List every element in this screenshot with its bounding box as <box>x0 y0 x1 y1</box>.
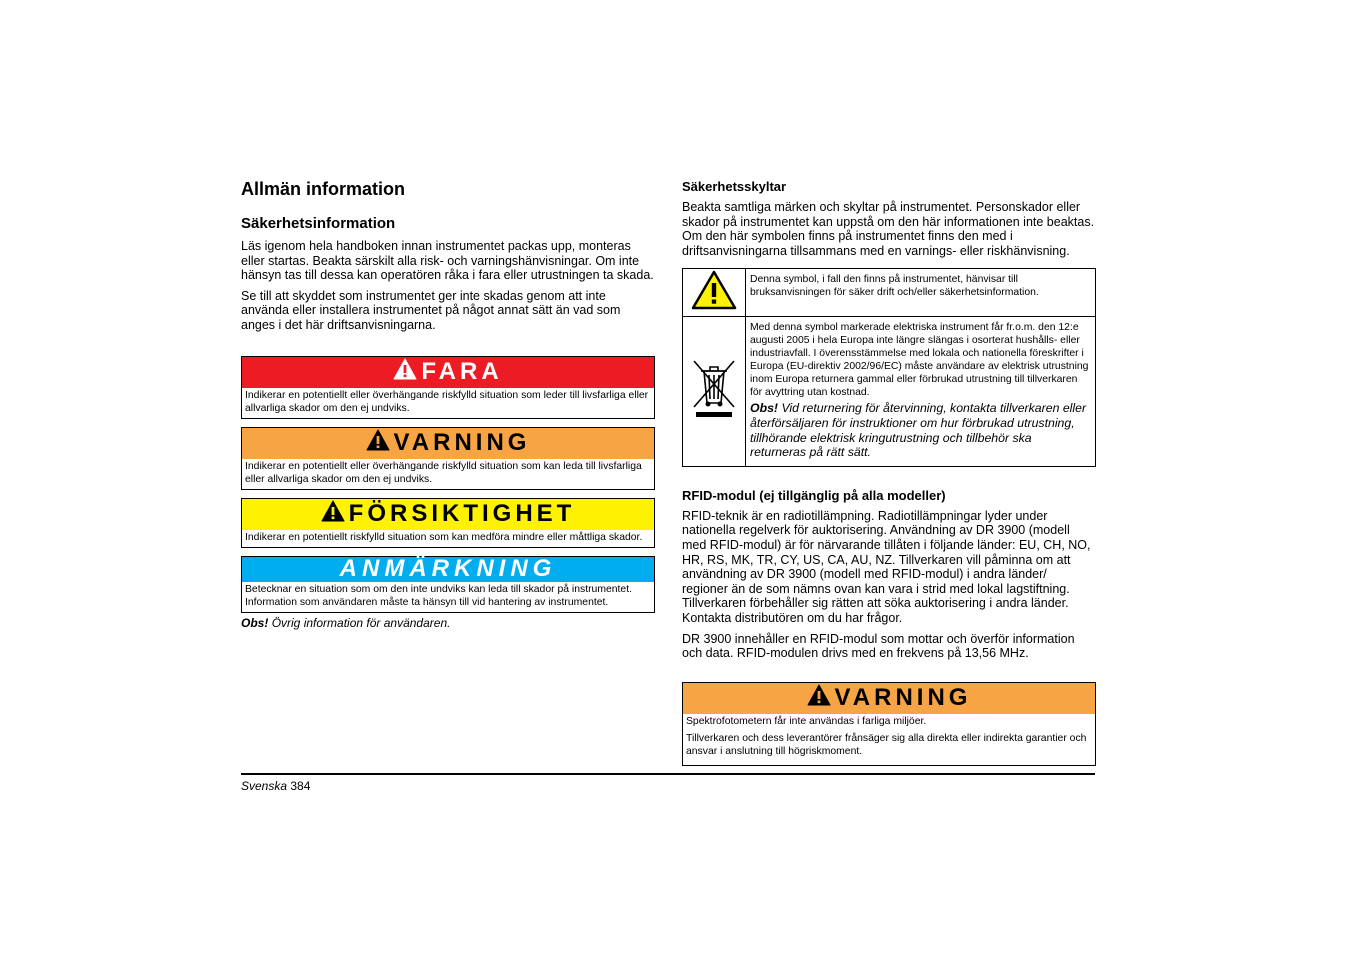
signs-paragraph: Beakta samtliga märken och skyltar på instrumentet. Personskador eller skador på instrumentet kan uppstå om den här informationen inte beaktas. Om den här symbolen finns på instrumentet finns den med i driftsanvisningarna tillsammans med en varnings- eller riskhänvisning. <box>682 200 1095 258</box>
hazard-header-rfid-warning <box>683 683 1095 714</box>
page-title: Allmän information <box>241 179 406 199</box>
rfid-warning-line-2: Tillverkaren och dess leverantörer frånsäger sig alla direkta eller indirekta garantier och ansvar i anslutning till högriskmoment. <box>686 732 1087 757</box>
hazard-label-notice: ANMÄRKNING <box>339 555 557 583</box>
hazard-box-notice <box>241 556 655 613</box>
section-title-safety: Säkerhetsinformation <box>241 215 396 232</box>
hazard-label-rfid-warning: VARNING <box>834 684 972 712</box>
warning-triangle-icon <box>321 500 345 529</box>
table-row <box>683 317 1096 466</box>
left-column <box>241 178 655 630</box>
note-text: Övrig information för användaren. <box>271 615 451 630</box>
hazard-header-danger <box>242 357 654 388</box>
warning-triangle-icon <box>393 358 417 387</box>
note <box>241 616 655 630</box>
hazard-label-warning: VARNING <box>393 429 531 457</box>
hazard-label-caution: FÖRSIKTIGHET <box>348 500 576 528</box>
hazard-header-notice <box>242 557 654 582</box>
symbols-table <box>682 268 1096 466</box>
warning-triangle-icon <box>807 684 831 713</box>
hazard-text-caution: Indikerar en potentiellt riskfylld situation som kan medföra mindre eller måttliga skador. <box>245 531 643 543</box>
hazard-box-danger <box>241 356 655 419</box>
note-label: Obs! <box>241 615 269 630</box>
hazard-text-warning: Indikerar en potentiellt eller överhängande riskfylld situation som kan leda till livsfarliga eller allvarliga skador om den ej undviks. <box>245 460 642 485</box>
table-row <box>683 269 1096 317</box>
disposal-note-label: Obs! <box>750 401 779 416</box>
warning-triangle-icon <box>683 269 746 317</box>
symbol-text-disposal <box>746 317 1096 466</box>
symbol-text-warning: Denna symbol, i fall den finns på instrumentet, hänvisar till bruksanvisningen för säker drift och/eller säkerhetsinformation. <box>746 269 1096 317</box>
footer-page-number: 384 <box>290 779 311 793</box>
section-title-rfid: RFID-modul (ej tillgänglig på alla modeller) <box>682 487 946 503</box>
hazard-header-caution <box>242 499 654 530</box>
warning-triangle-icon <box>366 429 390 458</box>
hazard-text-rfid-warning <box>683 714 1095 765</box>
safety-paragraph-2: Se till att skyddet som instrumentet ger inte skadas genom att inte använda eller installera instrumentet på något annat sätt än vad som anges i det här driftsanvisningarna. <box>241 288 621 332</box>
crossed-bin-icon <box>683 317 746 466</box>
rfid-paragraph-2: DR 3900 innehåller en RFID-modul som mottar och överför information och data. RFID-modulen drivs med en frekvens på 13,56 MHz. <box>682 631 1075 661</box>
hazard-box-warning <box>241 427 655 490</box>
footer-divider <box>241 773 1095 775</box>
hazard-text-notice: Betecknar en situation som om den inte undviks kan leda till skador på instrumentet. Information som användaren måste ta hänsyn till vid hantering av instrumentet. <box>245 583 632 608</box>
disposal-note <box>750 401 1091 459</box>
disposal-text: Med denna symbol markerade elektriska instrument får fr.o.m. den 12:e augusti 2005 i hela Europa inte längre slängas i osorterat hushålls- eller industriavfall. I överensstämmelse med lokala och nationella föreskrifter i Europa (EU-direktiv 2002/96/EC) måste användare av elektrisk utrustning inom Europa returnera gammal eller förbrukad utrustning till tillverkaren för avyttring utan kostnad. <box>750 322 1089 399</box>
hazard-box-caution <box>241 498 655 548</box>
footer-language: Svenska <box>241 779 288 793</box>
rfid-paragraph-1: RFID-teknik är en radiotillämpning. Radiotillämpningar lyder under nationella regelverk för auktorisering. Användning av DR 3900 (modell med RFID-modul) är för närvarande tillåten i följande länder: EU, CH, NO, HR, RS, MK, TR, CY, US, CA, AU, NZ. Tillverkaren vill påminna om att användning av DR 3900 (modell med RFID-modul) i andra länder/ regioner än de som nämns ovan kan vara i strid med lokal lagstiftning. Tillverkaren förbehåller sig rätten att söka auktorisering i andra länder. Kontakta distributören om du har frågor. <box>682 508 1091 625</box>
right-column <box>682 178 1096 774</box>
rfid-warning-line-1: Spektrofotometern får inte användas i farliga miljöer. <box>686 715 927 727</box>
disposal-note-text: Vid returnering för återvinning, kontakta tillverkaren eller återförsäljaren för instruktioner om hur förbrukad utrustning, tillhörande elektrisk kringutrustning och tillbehör ska returneras på rätt sätt. <box>750 401 1087 460</box>
safety-paragraph-1: Läs igenom hela handboken innan instrumentet packas upp, monteras eller startas. Beakta särskilt alla risk- och varningshänvisningar. Om inte hänsyn tas till dessa kan operatören råka i fara eller utrustningen ta skada. <box>241 239 654 283</box>
hazard-label-danger: FARA <box>421 358 503 386</box>
page-footer <box>241 779 310 793</box>
hazard-text-danger: Indikerar en potentiellt eller överhängande riskfylld situation som leder till livsfarliga eller allvarliga skador om den ej undviks. <box>245 389 649 414</box>
hazard-box-rfid-warning <box>682 682 1096 766</box>
hazard-header-warning <box>242 428 654 459</box>
section-title-signs: Säkerhetsskyltar <box>682 179 787 194</box>
